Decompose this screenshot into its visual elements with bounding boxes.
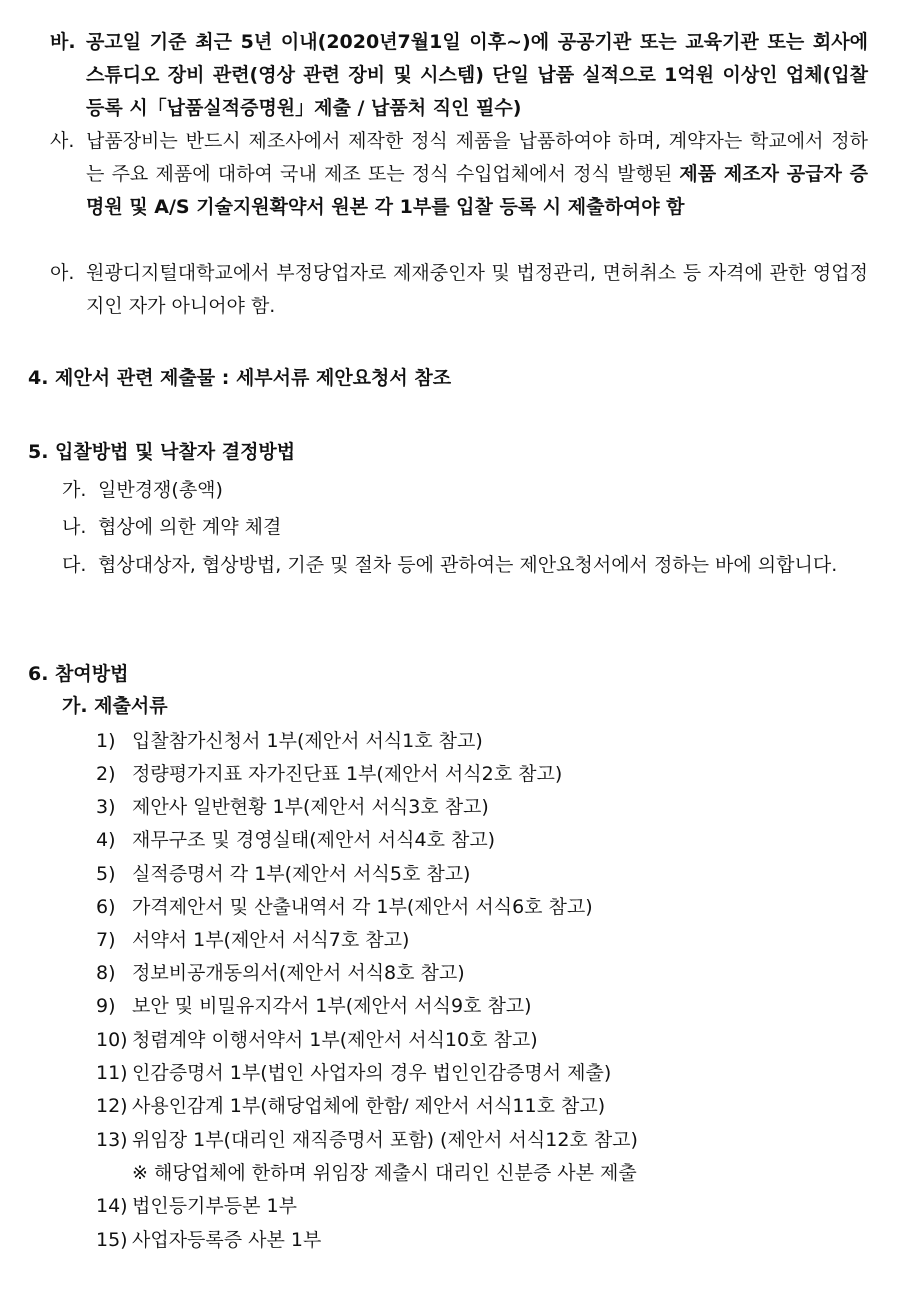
doc-list-item <box>96 791 489 824</box>
section-5-title: 5. 입찰방법 및 낙찰자 결정방법 <box>28 441 296 463</box>
doc-text: 정보비공개동의서(제안서 서식8호 참고) <box>132 962 465 984</box>
doc-text: 인감증명서 1부(법인 사업자의 경우 법인인감증명서 제출) <box>132 1062 612 1084</box>
doc-number: 6) <box>96 896 116 918</box>
doc-list-item <box>96 824 495 857</box>
doc-text: 보안 및 비밀유지각서 1부(제안서 서식9호 참고) <box>132 995 532 1017</box>
item-marker: 바. <box>50 31 76 53</box>
doc-number: 12) <box>96 1095 128 1117</box>
doc-list-item <box>96 758 562 791</box>
doc-text: 사용인감계 1부(해당업체에 한함/ 제안서 서식11호 참고) <box>132 1095 606 1117</box>
doc-number: 5) <box>96 863 116 885</box>
item-marker: 나. <box>62 516 87 538</box>
doc-text: 위임장 1부(대리인 재직증명서 포함) (제안서 서식12호 참고) <box>132 1129 638 1151</box>
item-text: 협상에 의한 계약 체결 <box>98 516 282 538</box>
item-marker: 가. <box>62 479 87 501</box>
doc-number: 10) <box>96 1029 128 1051</box>
doc-number: 9) <box>96 995 116 1017</box>
doc-list-item <box>96 891 593 924</box>
doc-text: 실적증명서 각 1부(제안서 서식5호 참고) <box>132 863 471 885</box>
doc-text: 정량평가지표 자가진단표 1부(제안서 서식2호 참고) <box>132 763 563 785</box>
doc-number: 3) <box>96 796 116 818</box>
section-6-title: 6. 참여방법 <box>28 663 129 685</box>
doc-number: 15) <box>96 1229 128 1251</box>
doc-list-item <box>96 957 465 990</box>
section-5-item <box>62 549 868 582</box>
item-sa <box>50 125 868 224</box>
doc-number: 13) <box>96 1129 128 1151</box>
item-text-bold: 제품 제조자 공급자 증명원 및 A/S 기술지원확약서 원본 각 1부를 입찰 등록 시 제출하여야 함 <box>86 163 868 218</box>
doc-text: 사업자등록증 사본 1부 <box>132 1229 322 1251</box>
doc-list-item <box>96 858 470 891</box>
item-text: 일반경쟁(총액) <box>98 479 223 501</box>
doc-number: 2) <box>96 763 116 785</box>
doc-number: 7) <box>96 929 116 951</box>
item-text: 공고일 기준 최근 5년 이내(2020년7월1일 이후~)에 공공기관 또는 교육기관 또는 회사에 스튜디오 장비 관련(영상 관련 장비 및 시스템) 단일 납품 실적으로 1억원 이상인 업체(입찰 등록 시「납품실적증명원」제출 / 납품처 직인 필수) <box>86 31 868 119</box>
item-text-plain: 납품장비는 반드시 제조사에서 제작한 정식 제품을 납품하여야 하며, 계약자는 학교에서 정하는 주요 제품에 대하여 국내 제조 또는 정식 수입업체에서 정식 발행된 <box>86 130 868 185</box>
doc-number: 8) <box>96 962 116 984</box>
section-6-subtitle: 가. 제출서류 <box>62 695 168 717</box>
doc-number: 4) <box>96 829 116 851</box>
item-text: 협상대상자, 협상방법, 기준 및 절차 등에 관하여는 제안요청서에서 정하는 바에 의합니다. <box>98 554 838 576</box>
doc-text: 서약서 1부(제안서 서식7호 참고) <box>132 929 410 951</box>
item-marker: 아. <box>50 262 75 284</box>
doc-number: 14) <box>96 1195 128 1217</box>
doc-list-item <box>96 1124 638 1157</box>
section-5-item <box>62 511 281 544</box>
doc-list-item <box>96 1057 611 1090</box>
doc-text: 가격제안서 및 산출내역서 각 1부(제안서 서식6호 참고) <box>132 896 593 918</box>
section-4-title: 4. 제안서 관련 제출물 : 세부서류 제안요청서 참조 <box>28 367 452 389</box>
doc-list-item <box>96 725 483 758</box>
doc-text: 제안사 일반현황 1부(제안서 서식3호 참고) <box>132 796 489 818</box>
doc-list-item <box>96 1090 605 1123</box>
doc-text: 재무구조 및 경영실태(제안서 서식4호 참고) <box>132 829 496 851</box>
doc-number: 1) <box>96 730 116 752</box>
item-marker: 사. <box>50 130 75 152</box>
item-text <box>86 125 868 224</box>
doc-text: 청렴계약 이행서약서 1부(제안서 서식10호 참고) <box>132 1029 538 1051</box>
doc-list-item <box>96 924 409 957</box>
doc-list-item <box>96 1024 538 1057</box>
doc-note: ※ 해당업체에 한하며 위임장 제출시 대리인 신분증 사본 제출 <box>132 1162 637 1184</box>
doc-text: 입찰참가신청서 1부(제안서 서식1호 참고) <box>132 730 483 752</box>
item-a <box>50 257 868 323</box>
item-ba <box>50 26 868 125</box>
doc-list-item <box>96 1190 297 1223</box>
doc-list-item <box>96 990 532 1023</box>
doc-list-item <box>96 1224 321 1257</box>
item-text: 원광디지털대학교에서 부정당업자로 제재중인자 및 법정관리, 면허취소 등 자격에 관한 영업정지인 자가 아니어야 함. <box>86 262 868 317</box>
item-marker: 다. <box>62 554 87 576</box>
doc-number: 11) <box>96 1062 128 1084</box>
doc-text: 법인등기부등본 1부 <box>132 1195 297 1217</box>
section-5-item <box>62 474 223 507</box>
